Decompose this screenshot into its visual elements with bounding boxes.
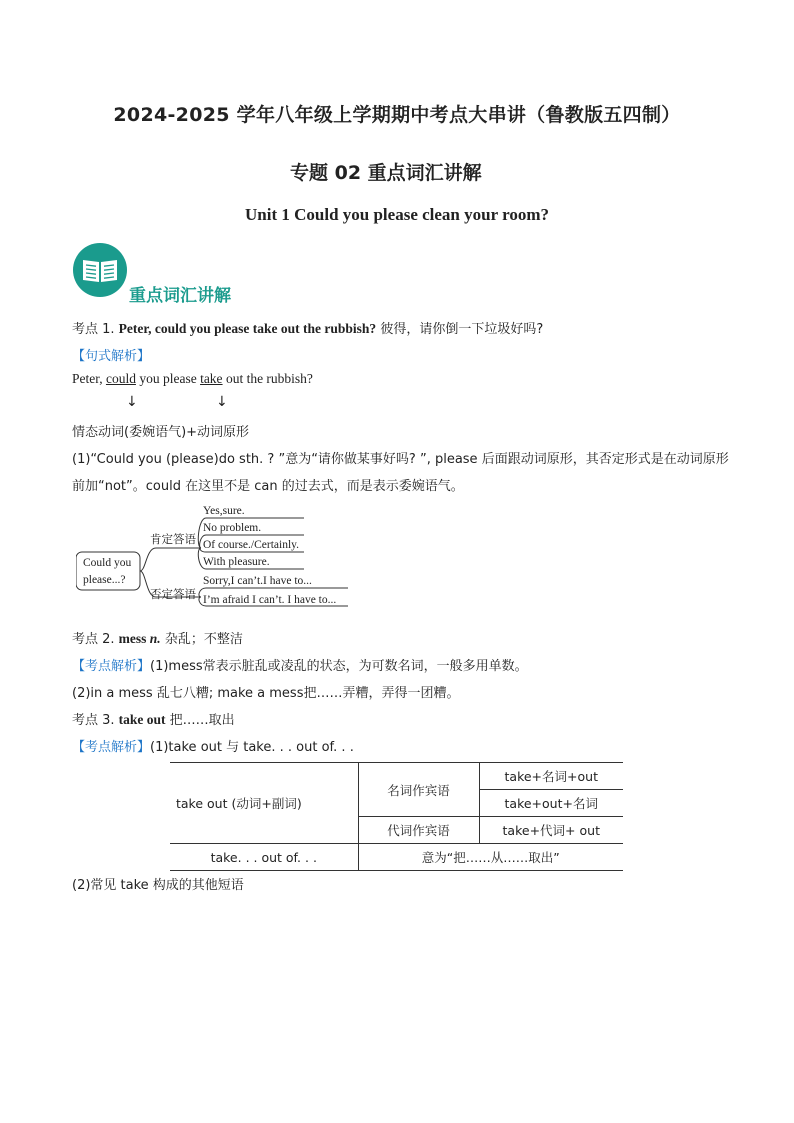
page-title: 2024-2025 学年八年级上学期期中考点大串讲（鲁教版五四制） [113, 104, 681, 126]
positive-response: With pleasure. [203, 556, 270, 568]
negative-label: 否定答语 [150, 587, 196, 601]
table-cell: 代词作宾语 [358, 817, 479, 844]
point1-analysis-tag: 【句式解析】 [72, 349, 151, 364]
point3-heading [72, 709, 235, 728]
diagram-root-line2: please...? [83, 574, 126, 586]
point2-label: 考点 2. [72, 632, 119, 647]
table-cell: take out (动词+副词) [170, 763, 358, 844]
table-row [170, 844, 623, 871]
point2-pos: n. [146, 631, 161, 646]
point1-heading [72, 318, 543, 337]
negative-response: I’m afraid I can’t. I have to... [203, 594, 337, 606]
point2-note2: (2)in a mess 乱七八糟; make a mess把……弄糟，弄得一团糟。 [72, 686, 460, 701]
point2-analysis-tag: 【考点解析】 [72, 659, 151, 674]
example-could: could [105, 371, 136, 386]
point2-analysis [72, 655, 528, 674]
point3-analysis-tag: 【考点解析】 [72, 740, 151, 755]
point3-label: 考点 3. [72, 713, 119, 728]
diagram-root-line1: Could you [83, 557, 132, 569]
arrow-down-icon: ↓ [126, 394, 138, 410]
table-cell: 名词作宾语 [358, 763, 479, 817]
unit-title: Unit 1 Could you please clean your room? [245, 205, 549, 224]
point2-heading [72, 628, 243, 647]
arrow-down-icon: ↓ [216, 394, 228, 410]
positive-response: Of course./Certainly. [203, 539, 300, 551]
point3-analysis [72, 736, 354, 755]
point2-word: mess [118, 631, 147, 646]
structure-note: 情态动词(委婉语气)+动词原形 [72, 425, 250, 440]
example-take: take [200, 371, 223, 386]
positive-label: 肯定答语 [150, 532, 196, 546]
point1-sentence: Peter, could you please take out the rubbish? [118, 321, 377, 336]
point1-label: 考点 1. [72, 322, 119, 337]
positive-response: Yes,sure. [203, 505, 245, 517]
point1-example [72, 371, 313, 387]
example-mid: you please [135, 371, 201, 386]
diagram-branch-positive [140, 548, 156, 571]
table-cell: take+名词+out [479, 763, 623, 790]
table-cell: take. . . out of. . . [170, 844, 358, 871]
point3-meaning: 把……取出 [165, 713, 235, 728]
point3-note2: (2)常见 take 构成的其他短语 [72, 878, 244, 893]
table-cell: take+代词+ out [479, 817, 623, 844]
point3-note1: (1)take out 与 take. . . out of. . . [150, 740, 354, 755]
point2-meaning: 杂乱；不整洁 [160, 632, 243, 647]
point1-translation: 彼得，请你倒一下垃圾好吗? [376, 322, 544, 337]
negative-response: Sorry,I can’t.I have to... [203, 575, 312, 587]
point2-note1: (1)mess常表示脏乱或凌乱的状态，为可数名词，一般多用单数。 [150, 659, 528, 674]
section-label: 重点词汇讲解 [129, 286, 231, 306]
example-pre: Peter, [72, 371, 106, 386]
topic-title: 专题 02 重点词汇讲解 [290, 162, 482, 184]
table-cell: 意为“把……从……取出” [358, 844, 623, 871]
take-out-table [170, 762, 623, 871]
point1-note-line1: (1)“Could you (please)do sth. ? ”意为“请你做某事好吗? ”, please 后面跟动词原形，其否定形式是在动词原形 [72, 452, 729, 467]
table-cell: take+out+名词 [479, 790, 623, 817]
table-row [170, 763, 623, 790]
positive-response: No problem. [203, 522, 262, 534]
example-post: out the rubbish? [222, 371, 313, 386]
point1-note-line2: 前加“not”。could 在这里不是 can 的过去式，而是表示委婉语气。 [72, 479, 464, 494]
response-diagram [76, 500, 356, 610]
book-icon [72, 242, 128, 298]
point3-phrase: take out [118, 712, 166, 727]
